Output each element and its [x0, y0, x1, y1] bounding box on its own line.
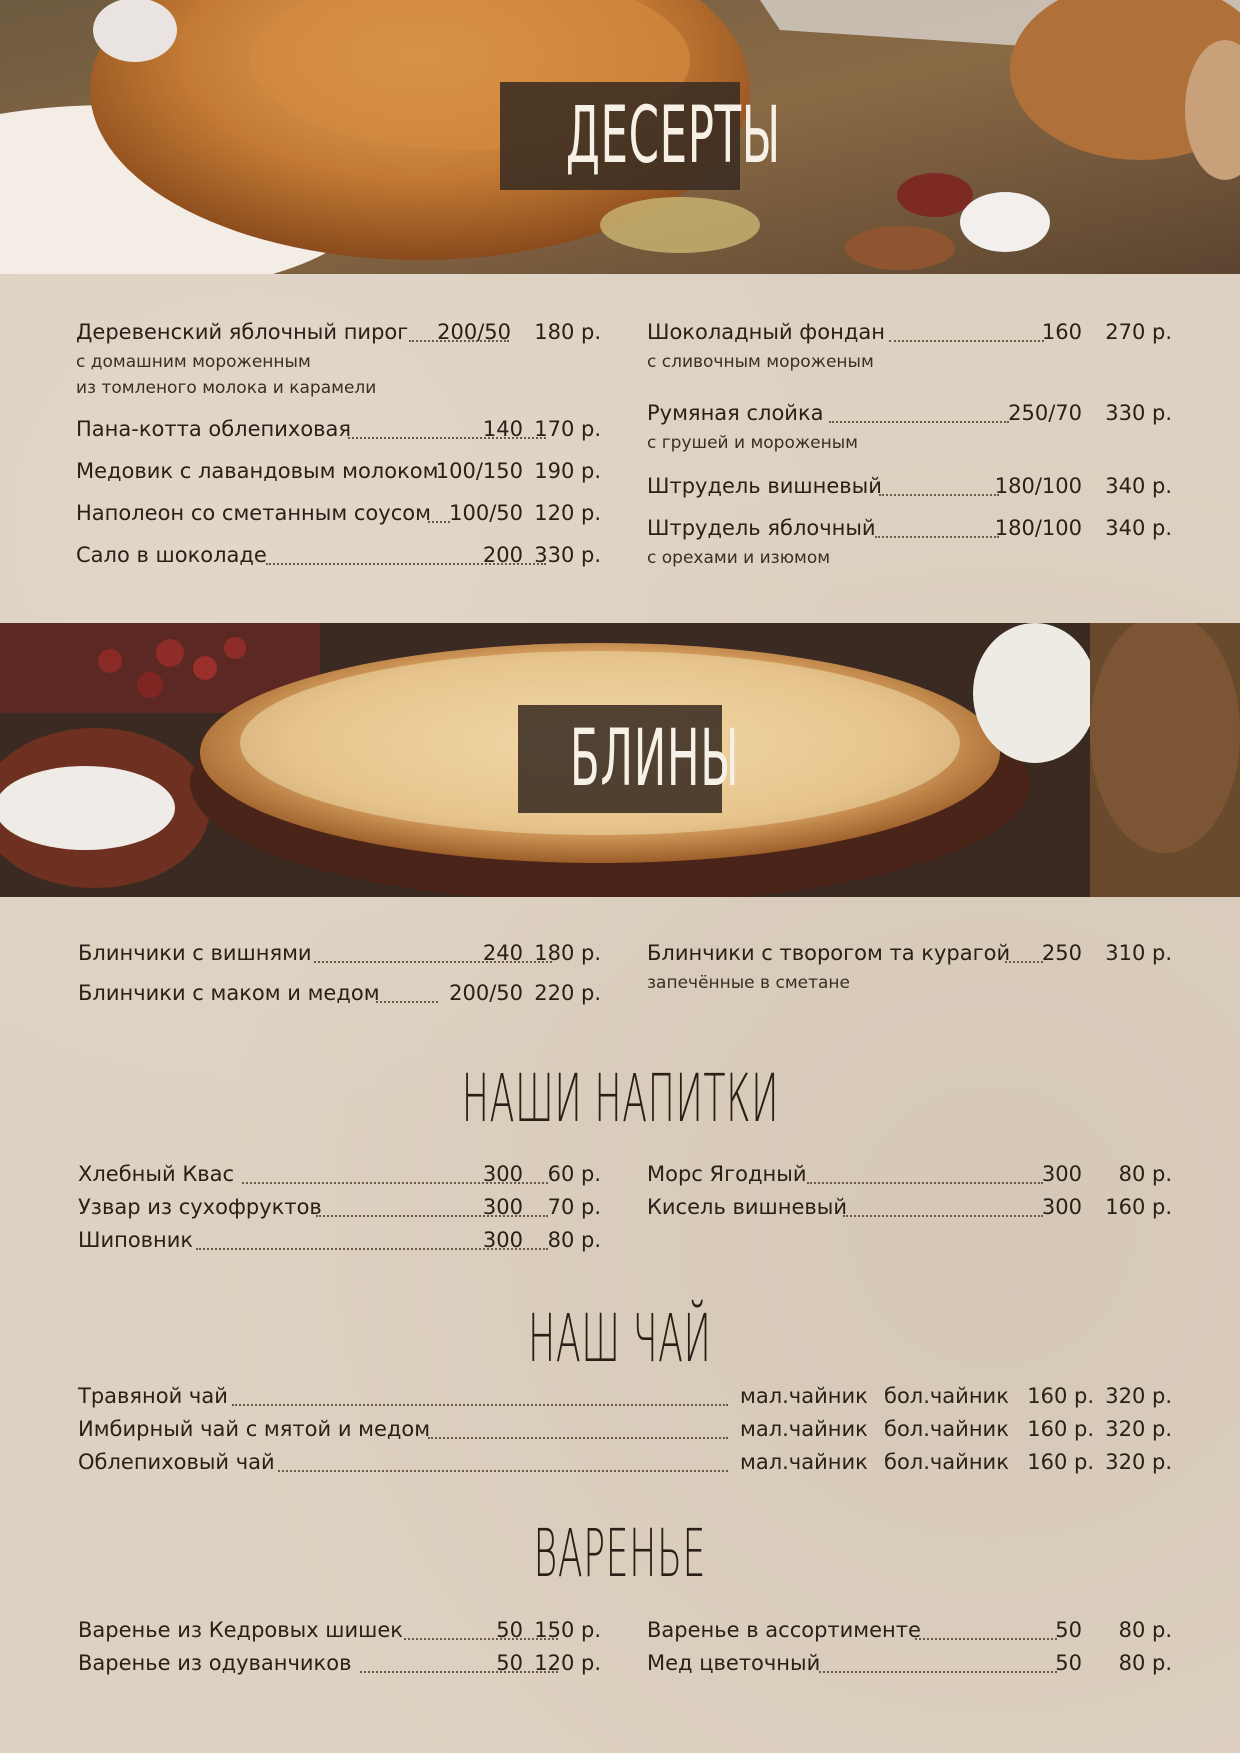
list-item — [76, 413, 601, 446]
list-item — [76, 497, 601, 530]
item-weight: 240 — [482, 941, 523, 965]
item-price: 190 р. — [534, 459, 601, 483]
list-item — [647, 512, 1172, 545]
item-name: Наполеон со сметанным соусом — [76, 501, 431, 525]
item-price: 80 р. — [547, 1228, 601, 1252]
list-item — [78, 1446, 1172, 1479]
list-item — [78, 1647, 601, 1680]
jam-right-column — [647, 1614, 1172, 1680]
small-pot-label: мал.чайник — [740, 1450, 868, 1474]
item-name: Блинчики с маком и медом — [78, 981, 380, 1005]
pancakes-left-column — [78, 937, 601, 1010]
item-name: Кисель вишневый — [647, 1195, 847, 1219]
item-weight: 250 — [1041, 941, 1082, 965]
dot-leader — [879, 470, 999, 496]
drinks-left-column — [78, 1158, 601, 1257]
item-weight: 140 — [482, 417, 523, 441]
large-pot-price: 320 р. — [1105, 1417, 1172, 1441]
list-item — [78, 1191, 601, 1224]
item-price: 80 р. — [1118, 1618, 1172, 1642]
item-weight: 50 — [496, 1618, 523, 1642]
item-weight: 300 — [482, 1195, 523, 1219]
item-weight: 160 — [1041, 320, 1082, 344]
list-item — [647, 470, 1172, 503]
item-description: из томленого молока и карамели — [76, 378, 377, 398]
dot-leader — [807, 1158, 1043, 1184]
item-price: 80 р. — [1118, 1162, 1172, 1186]
list-item — [647, 316, 1172, 349]
list-item — [78, 937, 601, 970]
item-weight: 200/50 — [437, 320, 511, 344]
large-pot-price: 320 р. — [1105, 1384, 1172, 1408]
item-name: Варенье из одуванчиков — [78, 1651, 352, 1675]
item-price: 120 р. — [534, 1651, 601, 1675]
item-name: Облепиховый чай — [78, 1450, 275, 1474]
pancakes-banner-photo — [0, 623, 1240, 897]
dot-leader — [875, 512, 999, 538]
dot-leader — [360, 1647, 558, 1673]
drinks-heading: НАШИ НАПИТКИ — [461, 1060, 779, 1137]
item-price: 120 р. — [534, 501, 601, 525]
list-item — [76, 539, 601, 572]
list-item — [647, 937, 1172, 970]
list-item — [78, 1614, 601, 1647]
item-name: Сало в шоколаде — [76, 543, 267, 567]
item-name: Блинчики с творогом та курагой — [647, 941, 1011, 965]
item-price: 170 р. — [534, 417, 601, 441]
item-name: Травяной чай — [78, 1384, 228, 1408]
large-pot-label: бол.чайник — [884, 1417, 1009, 1441]
pancakes-right-column — [647, 937, 1172, 996]
large-pot-price: 320 р. — [1105, 1450, 1172, 1474]
item-name: Штрудель вишневый — [647, 474, 882, 498]
small-pot-label: мал.чайник — [740, 1417, 868, 1441]
tea-heading: НАШ ЧАЙ — [528, 1300, 712, 1377]
item-description: с домашним мороженным — [76, 352, 311, 372]
dot-leader — [278, 1446, 728, 1472]
pancakes-title: БЛИНЫ — [518, 705, 722, 813]
item-weight: 50 — [1055, 1618, 1082, 1642]
item-weight: 100/150 — [435, 459, 523, 483]
dot-leader — [819, 1647, 1057, 1673]
dot-leader — [889, 316, 1044, 342]
list-item — [647, 1647, 1172, 1680]
item-price: 340 р. — [1105, 474, 1172, 498]
list-item — [78, 1380, 1172, 1413]
jam-heading: ВАРЕНЬЕ — [533, 1515, 707, 1592]
list-item — [78, 1224, 601, 1257]
list-item — [647, 397, 1172, 430]
item-name: Штрудель яблочный — [647, 516, 876, 540]
dot-leader — [232, 1380, 728, 1406]
list-item — [78, 1158, 601, 1191]
dot-leader — [843, 1191, 1043, 1217]
item-name: Варенье из Кедровых шишек — [78, 1618, 403, 1642]
small-pot-price: 160 р. — [1027, 1450, 1094, 1474]
item-description: с орехами и изюмом — [647, 548, 831, 568]
dot-leader — [915, 1614, 1057, 1640]
small-pot-price: 160 р. — [1027, 1417, 1094, 1441]
jam-left-column — [78, 1614, 601, 1680]
drinks-right-column — [647, 1158, 1172, 1224]
item-price: 80 р. — [1118, 1651, 1172, 1675]
large-pot-label: бол.чайник — [884, 1384, 1009, 1408]
item-name: Имбирный чай с мятой и медом — [78, 1417, 431, 1441]
item-weight: 180/100 — [994, 474, 1082, 498]
dot-leader — [1005, 937, 1043, 963]
item-price: 160 р. — [1105, 1195, 1172, 1219]
item-name: Медовик с лавандовым молоком — [76, 459, 439, 483]
item-weight: 180/100 — [994, 516, 1082, 540]
list-item — [647, 1191, 1172, 1224]
list-item — [647, 1158, 1172, 1191]
item-name: Румяная слойка — [647, 401, 824, 425]
list-item — [76, 455, 601, 488]
dot-leader — [428, 497, 450, 523]
small-pot-price: 160 р. — [1027, 1384, 1094, 1408]
item-name: Блинчики с вишнями — [78, 941, 312, 965]
item-name: Морс Ягодный — [647, 1162, 807, 1186]
item-name: Мед цветочный — [647, 1651, 821, 1675]
item-price: 330 р. — [534, 543, 601, 567]
item-name: Деревенский яблочный пирог — [76, 320, 409, 344]
desserts-title: ДЕСЕРТЫ — [500, 82, 740, 190]
item-weight: 200/50 — [449, 981, 523, 1005]
dot-leader — [376, 977, 438, 1003]
item-weight: 100/50 — [449, 501, 523, 525]
desserts-right-column — [647, 316, 1172, 571]
item-weight: 300 — [482, 1228, 523, 1252]
desserts-left-column — [76, 316, 601, 572]
item-price: 340 р. — [1105, 516, 1172, 540]
item-description: с сливочным мороженым — [647, 352, 874, 372]
item-price: 310 р. — [1105, 941, 1172, 965]
item-name: Узвар из сухофруктов — [78, 1195, 322, 1219]
small-pot-label: мал.чайник — [740, 1384, 868, 1408]
item-weight: 300 — [1041, 1195, 1082, 1219]
dot-leader — [428, 1413, 728, 1439]
item-weight: 50 — [1055, 1651, 1082, 1675]
item-description: запечённые в сметане — [647, 973, 850, 993]
item-price: 180 р. — [534, 941, 601, 965]
item-price: 180 р. — [534, 320, 601, 344]
item-price: 330 р. — [1105, 401, 1172, 425]
item-weight: 250/70 — [1008, 401, 1082, 425]
list-item — [78, 1413, 1172, 1446]
item-name: Хлебный Квас — [78, 1162, 235, 1186]
item-price: 60 р. — [547, 1162, 601, 1186]
list-item — [76, 316, 601, 349]
item-name: Шоколадный фондан — [647, 320, 885, 344]
item-price: 150 р. — [534, 1618, 601, 1642]
list-item — [78, 977, 601, 1010]
item-name: Варенье в ассортименте — [647, 1618, 921, 1642]
item-price: 270 р. — [1105, 320, 1172, 344]
item-name: Шиповник — [78, 1228, 194, 1252]
item-description: с грушей и мороженым — [647, 433, 859, 453]
item-weight: 300 — [482, 1162, 523, 1186]
tea-list — [78, 1380, 1172, 1479]
item-name: Пана-котта облепиховая — [76, 417, 352, 441]
dot-leader — [829, 397, 1009, 423]
item-weight: 50 — [496, 1651, 523, 1675]
item-price: 220 р. — [534, 981, 601, 1005]
large-pot-label: бол.чайник — [884, 1450, 1009, 1474]
item-price: 70 р. — [547, 1195, 601, 1219]
desserts-banner-photo — [0, 0, 1240, 274]
list-item — [647, 1614, 1172, 1647]
item-weight: 200 — [482, 543, 523, 567]
item-weight: 300 — [1041, 1162, 1082, 1186]
